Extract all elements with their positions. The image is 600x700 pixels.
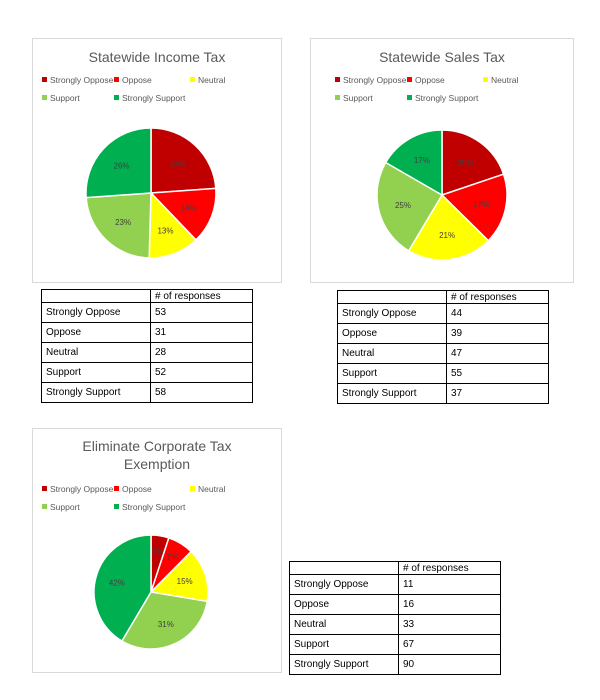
pie-data-label: 26% <box>113 161 130 171</box>
table-row <box>338 384 549 404</box>
table-cell-count: 28 <box>151 343 253 363</box>
table-cell-count: 67 <box>399 635 501 655</box>
table-row <box>290 655 501 675</box>
table-cell-count: 47 <box>447 344 549 364</box>
pie-chart <box>33 39 283 284</box>
table-cell-count: 53 <box>151 303 253 323</box>
table-cell-count: 31 <box>151 323 253 343</box>
corporate-tax-chart <box>32 428 282 673</box>
legend-label: Support <box>50 502 80 512</box>
table-row <box>290 595 501 615</box>
table-header-category <box>42 290 151 303</box>
sales-tax-table <box>337 290 549 404</box>
table-row <box>42 363 253 383</box>
table-header-row <box>290 562 501 575</box>
table-cell-category: Strongly Oppose <box>338 304 447 324</box>
table-cell-category: Neutral <box>290 615 399 635</box>
income-tax-chart <box>32 38 282 283</box>
legend-label: Strongly Oppose <box>343 75 407 85</box>
table-row <box>42 383 253 403</box>
table-cell-count: 44 <box>447 304 549 324</box>
table-cell-count: 16 <box>399 595 501 615</box>
pie-data-label: 25% <box>394 201 412 211</box>
table-cell-category: Support <box>338 364 447 384</box>
legend-label: Neutral <box>198 75 226 85</box>
table-cell-category: Oppose <box>338 324 447 344</box>
pie-data-label: 42% <box>108 578 125 588</box>
table-cell-category: Neutral <box>338 344 447 364</box>
pie-data-label: 15% <box>176 577 193 587</box>
table-cell-category: Oppose <box>290 595 399 615</box>
legend-label: Oppose <box>122 484 152 494</box>
table-cell-category: Oppose <box>42 323 151 343</box>
table-cell-category: Strongly Support <box>338 384 447 404</box>
pie-data-label: 14% <box>180 203 197 213</box>
table-row <box>338 324 549 344</box>
legend-label: Oppose <box>415 75 445 85</box>
table-cell-count: 55 <box>447 364 549 384</box>
table-header-count: # of responses <box>399 562 501 575</box>
pie-data-label: 31% <box>157 620 174 630</box>
legend-label: Support <box>50 93 80 103</box>
table-row <box>290 635 501 655</box>
table-cell-category: Neutral <box>42 343 151 363</box>
table-row <box>42 343 253 363</box>
legend-label: Neutral <box>491 75 519 85</box>
pie-data-label: 17% <box>413 156 430 166</box>
table-cell-category: Support <box>42 363 151 383</box>
pie-data-label: 20% <box>457 158 474 168</box>
pie-data-label: 5% <box>151 547 164 557</box>
table-header-category <box>338 291 447 304</box>
pie-data-label: 23% <box>115 218 132 228</box>
pie-chart <box>33 429 283 674</box>
table-cell-category: Strongly Support <box>290 655 399 675</box>
pie-data-label: 13% <box>157 226 174 236</box>
table-row <box>42 323 253 343</box>
table-cell-count: 52 <box>151 363 253 383</box>
table-cell-count: 37 <box>447 384 549 404</box>
chart-title: Eliminate Corporate Tax Exemption <box>82 438 232 472</box>
table-header-count: # of responses <box>151 290 253 303</box>
legend-label: Strongly Oppose <box>50 484 114 494</box>
table-header-row <box>338 291 549 304</box>
table-row <box>338 344 549 364</box>
table-row <box>42 303 253 323</box>
table-cell-count: 33 <box>399 615 501 635</box>
table-header-category <box>290 562 399 575</box>
table-cell-count: 90 <box>399 655 501 675</box>
table-row <box>338 304 549 324</box>
pie-chart <box>311 39 575 284</box>
table-cell-category: Strongly Oppose <box>290 575 399 595</box>
table-row <box>290 615 501 635</box>
table-row <box>290 575 501 595</box>
pie-data-label: 7% <box>166 553 179 563</box>
table-cell-count: 58 <box>151 383 253 403</box>
chart-title: Statewide Sales Tax <box>379 49 505 65</box>
legend-label: Strongly Support <box>122 502 186 512</box>
table-cell-category: Strongly Support <box>42 383 151 403</box>
chart-title: Statewide Income Tax <box>88 49 226 65</box>
pie-data-label: 21% <box>439 230 456 240</box>
table-cell-category: Support <box>290 635 399 655</box>
legend-label: Neutral <box>198 484 226 494</box>
corporate-tax-table <box>289 561 501 675</box>
sales-tax-chart <box>310 38 574 283</box>
legend-label: Strongly Support <box>122 93 186 103</box>
legend-label: Strongly Support <box>415 93 479 103</box>
pie-data-label: 17% <box>473 200 490 210</box>
table-cell-count: 39 <box>447 324 549 344</box>
table-header-count: # of responses <box>447 291 549 304</box>
income-tax-table <box>41 289 253 403</box>
legend-label: Strongly Oppose <box>50 75 114 85</box>
legend-label: Oppose <box>122 75 152 85</box>
table-header-row <box>42 290 253 303</box>
table-row <box>338 364 549 384</box>
table-cell-count: 11 <box>399 575 501 595</box>
pie-data-label: 24% <box>170 159 187 169</box>
legend-label: Support <box>343 93 373 103</box>
table-cell-category: Strongly Oppose <box>42 303 151 323</box>
